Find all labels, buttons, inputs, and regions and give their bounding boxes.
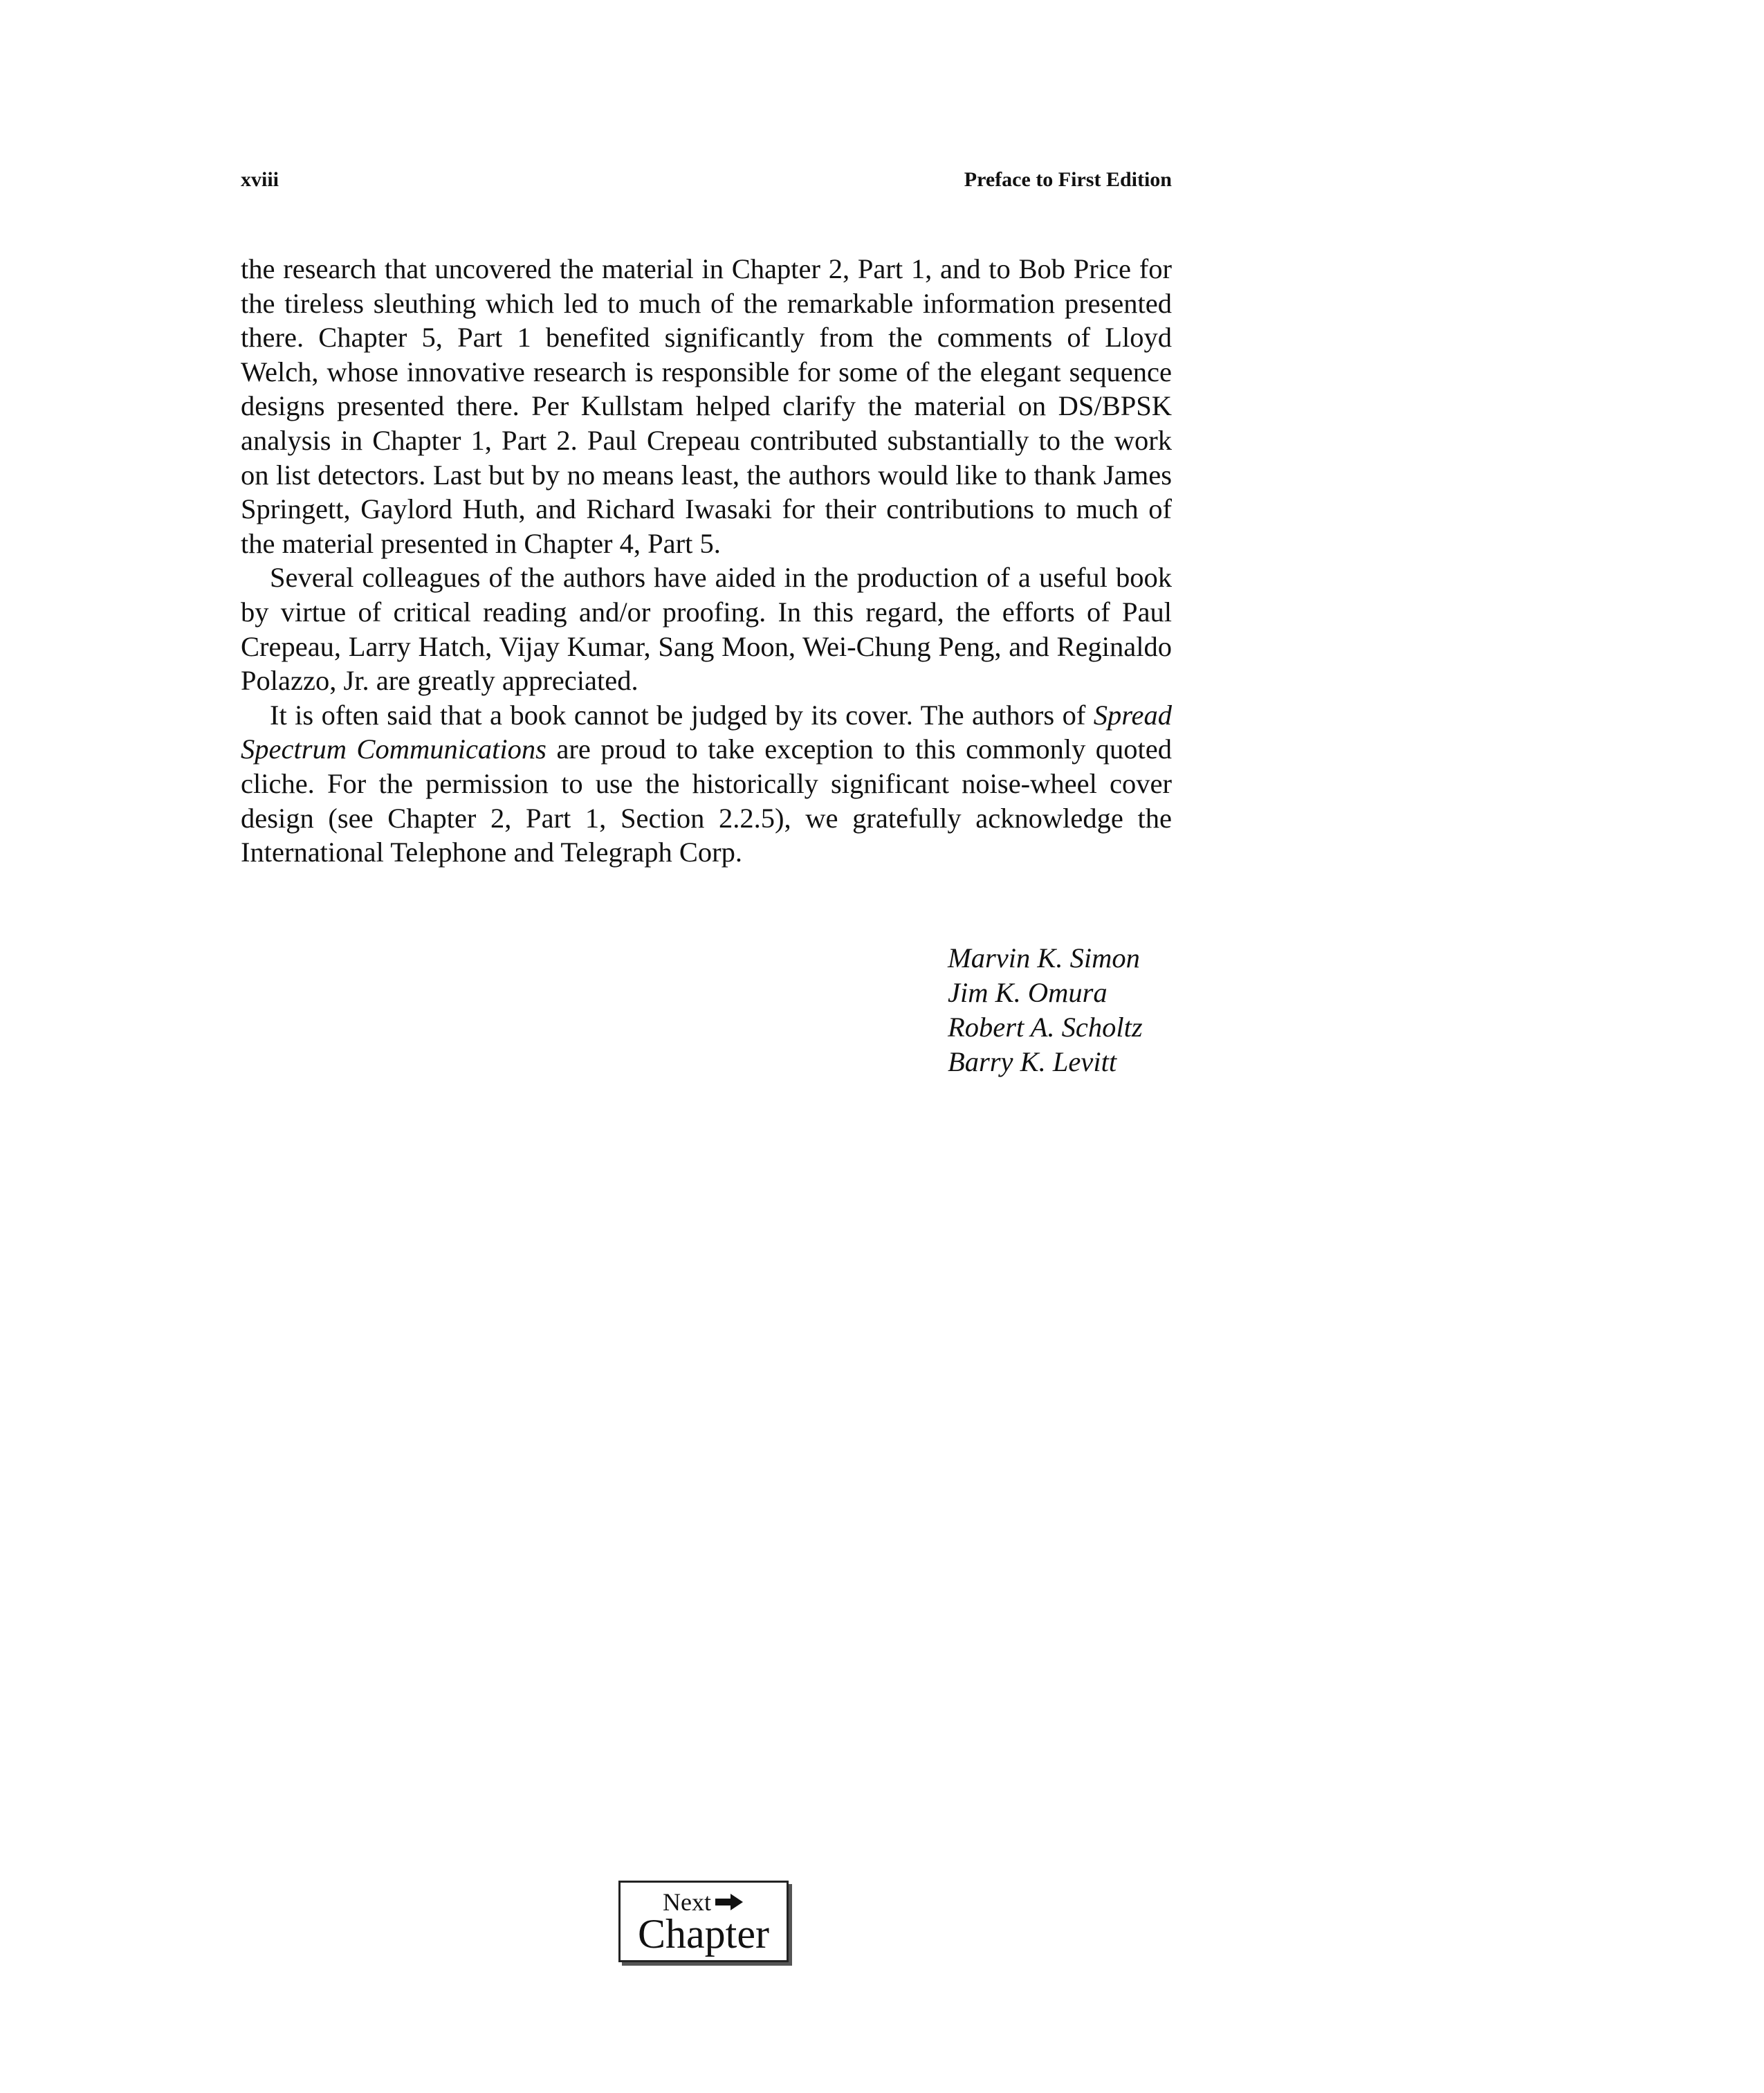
section-title: Preface to First Edition — [964, 168, 1172, 191]
chapter-label: Chapter — [638, 1911, 769, 1957]
next-chapter-button[interactable] — [618, 1881, 789, 1962]
paragraph-2: Several colleagues of the authors have aided in the production of a useful book by virtue of critical reading and/or proofing. In this regard, the efforts of Paul Crepeau, Larry Hatch, Vijay Kumar, Sang Moon, Wei-Chung Peng, and Reginaldo Polazzo, Jr. are greatly appreciated. — [241, 562, 1172, 697]
paragraph-3 — [241, 698, 1172, 870]
paragraph-1: the research that uncovered the material in Chapter 2, Part 1, and to Bob Price for the tireless sleuthing which led to much of the remarkable information presented there. Chapter 5, Part 1 benefited significantly from the comments of Lloyd Welch, whose innovative research is responsible for some of the elegant sequence designs presented there. Per Kullstam helped clarify the material on DS/BPSK analysis in Chapter 1, Part 2. Paul Crepeau contributed substantially to the work on list detectors. Last but by no means least, the authors would like to thank James Springett, Gaylord Huth, and Richard Iwasaki for their contributions to much of the material presented in Chapter 4, Part 5. — [241, 253, 1172, 559]
signature-name: Robert A. Scholtz — [948, 1012, 1143, 1043]
running-head — [241, 165, 1172, 195]
signature-name: Barry K. Levitt — [948, 1046, 1117, 1077]
paragraph-3-lead: It is often said that a book cannot be judged by its cover. The authors of — [270, 699, 1086, 731]
body-text — [241, 252, 1172, 870]
page-number: xviii — [241, 168, 279, 191]
signature-name: Marvin K. Simon — [948, 942, 1140, 974]
next-label: Next — [663, 1888, 711, 1916]
author-signatures — [948, 941, 1143, 1079]
signature-name: Jim K. Omura — [948, 977, 1108, 1008]
book-title: Spread Spectrum Communications — [241, 699, 1172, 765]
paragraph-3-rest: are proud to take exception to this commonly quoted cliche. For the permission to use the historically significant noise-wheel cover design (see Chapter 2, Part 1, Section 2.2.5), we gratefully acknowledge the International Telephone and Telegraph Corp. — [241, 733, 1173, 868]
